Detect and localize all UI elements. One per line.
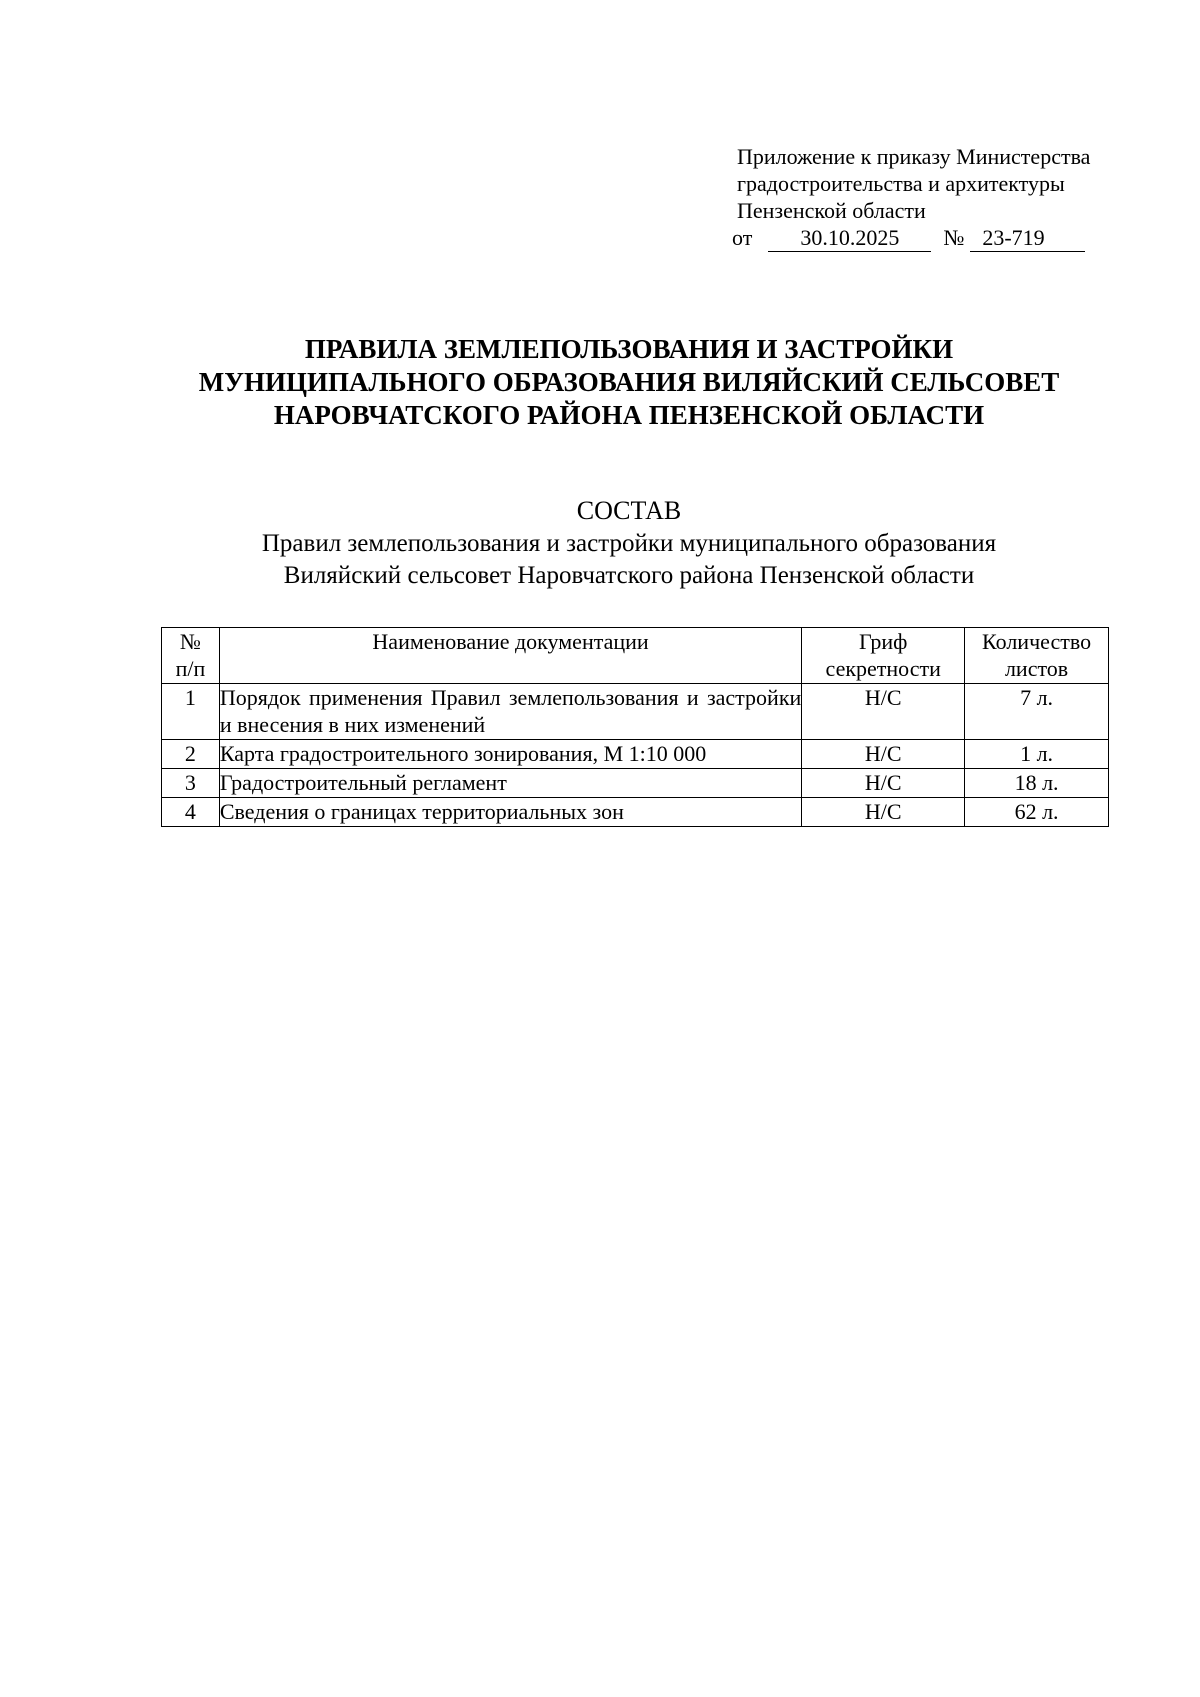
- header-grif: [802, 628, 965, 684]
- row-num: 4: [162, 798, 220, 827]
- appendix-block: [732, 143, 1091, 252]
- header-qty: [965, 628, 1109, 684]
- appendix-line: градостроительства и архитектуры: [737, 171, 1065, 196]
- table-row: [162, 684, 1109, 740]
- header-qty-line: листов: [1004, 656, 1069, 681]
- row-name: Сведения о границах территориальных зон: [219, 798, 801, 827]
- title-line: ПРАВИЛА ЗЕМЛЕПОЛЬЗОВАНИЯ И ЗАСТРОЙКИ: [304, 334, 954, 364]
- title-line: МУНИЦИПАЛЬНОГО ОБРАЗОВАНИЯ ВИЛЯЙСКИЙ СЕЛЬСОВЕТ: [198, 367, 1060, 397]
- header-num: [162, 628, 220, 684]
- header-grif-line: Гриф: [859, 629, 908, 654]
- row-qty: 18 л.: [965, 769, 1109, 798]
- row-num: 3: [162, 769, 220, 798]
- row-qty: 62 л.: [965, 798, 1109, 827]
- row-name: Градостроительный регламент: [219, 769, 801, 798]
- order-date: 30.10.2025: [768, 225, 931, 252]
- order-number: 23-719: [970, 225, 1085, 252]
- table-row: [162, 769, 1109, 798]
- composition-block: [0, 494, 1200, 592]
- date-prefix: от: [732, 225, 753, 250]
- header-num-line: №: [179, 629, 201, 654]
- row-num: 2: [162, 740, 220, 769]
- row-grif: Н/С: [802, 769, 965, 798]
- table-row: [162, 798, 1109, 827]
- row-qty: 1 л.: [965, 740, 1109, 769]
- composition-subtitle-line: Виляйский сельсовет Наровчатского района Пензенской области: [283, 562, 975, 589]
- header-num-line: п/п: [175, 656, 206, 681]
- row-grif: Н/С: [802, 684, 965, 740]
- row-grif: Н/С: [802, 740, 965, 769]
- composition-subtitle-line: Правил землепользования и застройки муниципального образования: [261, 530, 997, 557]
- documents-table: [161, 627, 1109, 827]
- row-name: Карта градостроительного зонирования, М 1:10 000: [219, 740, 801, 769]
- row-num: 1: [162, 684, 220, 740]
- document-title: [0, 333, 1200, 432]
- table-row: [162, 740, 1109, 769]
- row-grif: Н/С: [802, 798, 965, 827]
- number-sign: №: [943, 225, 965, 250]
- appendix-line: Пензенской области: [737, 198, 926, 223]
- header-grif-line: секретности: [825, 656, 941, 681]
- table-header-row: [162, 628, 1109, 684]
- title-line: НАРОВЧАТСКОГО РАЙОНА ПЕНЗЕНСКОЙ ОБЛАСТИ: [273, 400, 985, 430]
- appendix-line: Приложение к приказу Министерства: [737, 144, 1091, 169]
- row-qty: 7 л.: [965, 684, 1109, 740]
- header-name: Наименование документации: [219, 628, 801, 684]
- order-reference: [732, 224, 1090, 252]
- composition-heading: СОСТАВ: [576, 496, 682, 525]
- header-qty-line: Количество: [982, 629, 1092, 654]
- row-name: Порядок применения Правил землепользования и застройки и внесения в них изменений: [219, 684, 801, 740]
